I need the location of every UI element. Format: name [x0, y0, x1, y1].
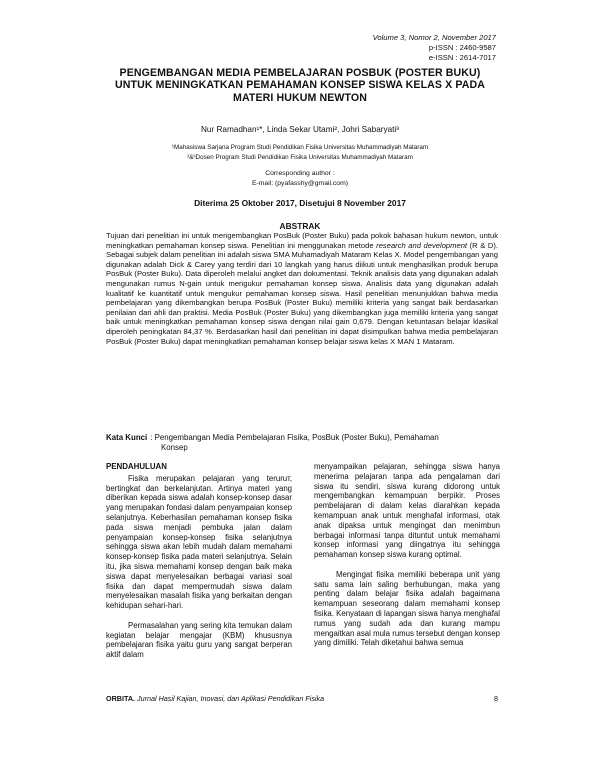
keywords [106, 433, 498, 453]
abstract-text [106, 231, 498, 346]
paragraph: menyampaikan pelajaran, sehingga siswa hanya menerima pelajaran tanpa ada pengalaman dari siswa itu sendiri, siswa kurang didorong untuk mengembangkan kemampuan berpikir. Proses pembelajaran di dalam kelas diarahkan kepada kemampuan anak untuk menghafal informasi, otak anak dipaksa untuk mengingat dan menimbun berbagai informasi tanpa dituntut untuk memahami konsep informasi yang diingatnya itu sehingga pemahaman konsep siswa kurang optimal. [314, 462, 500, 560]
affiliation-2: ²&³Dosen Program Studi Pendidikan Fisika Universitas Muhammadiyah Mataram [187, 154, 413, 161]
volume-info: Volume 3, Nomor 2, November 2017 [372, 33, 496, 42]
abstract-italic-term: research and development [376, 240, 468, 250]
keywords-label: Kata Kunci [106, 433, 148, 442]
abstract-heading: ABSTRAK [279, 221, 321, 231]
journal-name [106, 694, 324, 703]
paper-title [100, 67, 500, 104]
e-issn: e-ISSN : 2614-7017 [428, 53, 496, 62]
journal-name-bold: ORBITA. [106, 694, 136, 703]
abstract-text-part-1: Tujuan dari penelitian ini untuk mengembangkan PosBuk (Poster Buku) pada pokok bahasan hukum newton, untuk meningkatkan pemahaman konsep siswa. Penelitian ini menggunakan metode [106, 231, 498, 250]
title-line-1: PENGEMBANGAN MEDIA PEMBELAJARAN POSBUK (POSTER BUKU) [119, 67, 481, 79]
corresponding-label: Corresponding author : [265, 170, 335, 177]
p-issn: p-ISSN : 2460-9587 [428, 43, 496, 52]
corresponding-author [100, 169, 500, 188]
authors: Nur Ramadhan¹*, Linda Sekar Utami², Johri Sabaryati³ [201, 125, 399, 134]
abstract-text-part-2: (R & D). Sebagai subjek dalam penelitian ini adalah siswa SMA Muhamadiyah Mataram Kelas X. Model pengembangan yang digunakan adalah Dick & Carey yang terdiri dari 10 langkah yang harus diikuti untuk menghasilkan produk berupa PosBuk (Poster Buku). Data diperoleh melalui angket dan dokumentasi. Teknik analisis data yang digunakan adalah mengunakan rumus N-gain untuk mengukur pemahaman konsep siswa. Analisis data yang digunakan adalah kualitatif ke kuantitatif untuk mengukur pemahaman konsep siswa. Hasil penelitian menunjukkan bahwa media pembelajaran yang dikembangkan berupa PosBuk (Poster Buku) memiliki kriteria yang sangat baik berdasarkan penilaian dari ahli dan praktisi. Media PosBuk (Poster Buku) yang dikembangkan juga memiliki kriteria yang sangat baik untuk meningkatkan pemahaman konsep siswa dengan nilai gain 0,679. Dengan ketuntasan belajar klasikal diperoleh peningkatan 84,37 %. Berdasarkan hasil dari penelitian ini dapat disimpulkan bahwa media pembelajaran PosBuk (Poster Buku) dapat meningkatkan pemahaman konsep belajar siswa kelas X MAN 1 Mataram. [106, 240, 499, 346]
journal-header [373, 33, 496, 63]
left-column [106, 462, 292, 670]
received-dates: Diterima 25 Oktober 2017, Disetujui 8 November 2017 [194, 198, 406, 208]
page-footer [106, 694, 498, 703]
paragraph: Fisika merupakan pelajaran yang teruruт, bertingkat dan berkelanjutan. Artinya materi yang diberikan kepada siswa adalah konsep-konsep dasar yang merupakan fondasi dalam penyampaian konsep selanjutnya. Keberhasilan pemahaman konsep fisika pada siswa menjadi pembuka jalan dalam penyampaian konsep-konsep fisika selanjutnya sehingga siswa akan lebih mudah dalam memahami konsep-konsep fisika pada materi selanjutnya. Selain itu, jika siswa memahami konsep dengan baik maka siswa dapat menyelesaikan berbagai variasi soal fisika dan dapat mempermudah siswa dalam menyelesaikan masalah fisika yang berkaitan dengan kehidupan sehari-hari. [106, 473, 292, 611]
journal-name-italic: Jurnal Hasil Kajian, Inovasi, dan Aplikasi Pendidikan Fisika [135, 694, 325, 703]
keywords-text: : Pengembangan Media Pembelajaran Fisika, PosBuk (Poster Buku), Pemahaman [150, 433, 439, 442]
section-heading-pendahuluan: PENDAHULUAN [106, 462, 167, 471]
affiliation-1: ¹Mahasiswa Sarjana Program Studi Pendidikan Fisika Universitas Muhammadiyah Mataram [171, 144, 429, 151]
affiliations [100, 143, 500, 163]
paragraph: Permasalahan yang sering kita temukan dalam kegiatan belajar mengajar (KBM) khususnya pembelajaran fisika yaitu guru yang sangat berperan aktif dalam [106, 620, 292, 660]
corresponding-email: E-mail: (pyafasshy@gmail.com) [251, 179, 349, 187]
keywords-text-cont: Konsep [161, 443, 188, 452]
right-column [314, 462, 500, 658]
paragraph: Mengingat fisika memiliki beberapa unit yang satu sama lain saling berhubungan, maka yang penting dalam belajar fisika adalah bagaimana kemampuan seseorang dalam memahami konsep fisika. Kenyataan di lapangan siswa hanya menghafal rumus yang sudah ada dan kurang mampu mengaitkan asal mula rumus tersebut dengan konsep yang dimiliki. Telah diketahui bahwa semua [314, 569, 500, 648]
page-number: 8 [494, 694, 498, 703]
title-line-2: UNTUK MENINGKATKAN PEMAHAMAN KONSEP SISWA KELAS X PADA [115, 79, 485, 92]
title-line-3: MATERI HUKUM NEWTON [233, 91, 367, 104]
